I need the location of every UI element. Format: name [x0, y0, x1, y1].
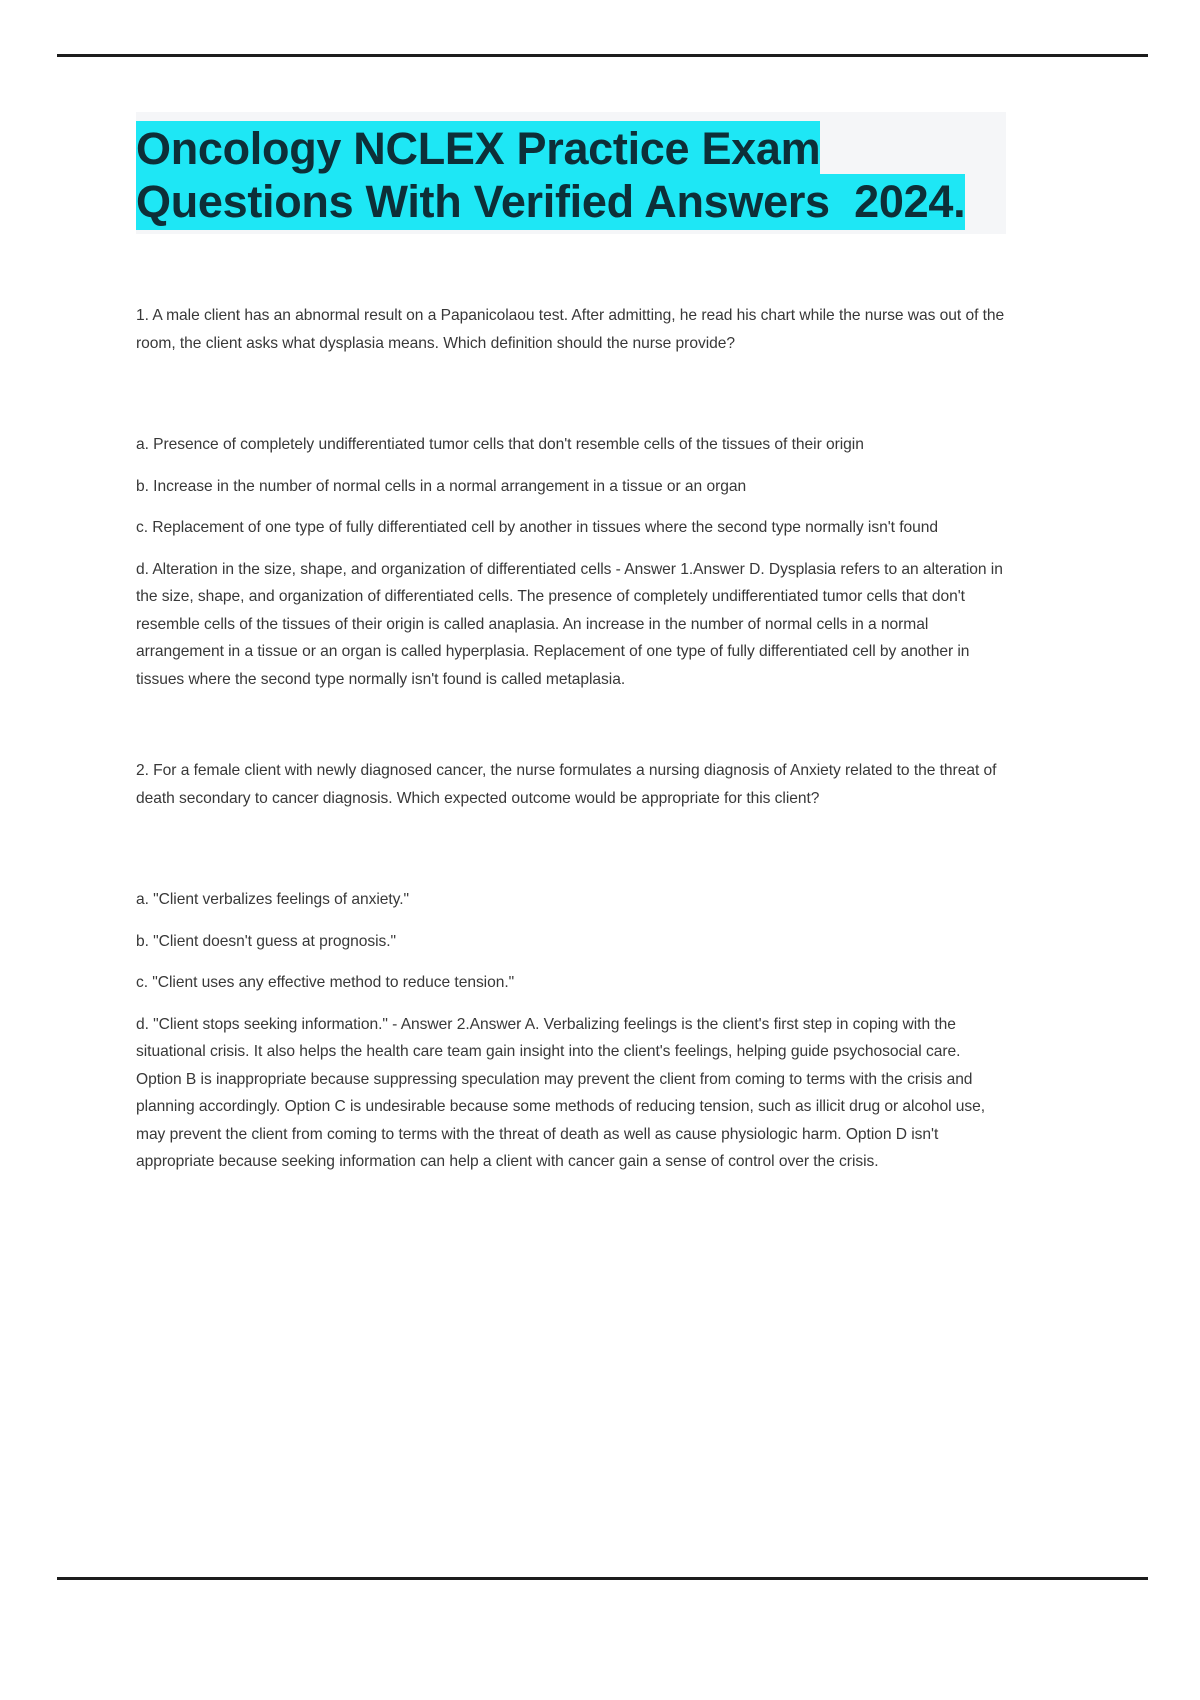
header-rule	[57, 54, 1148, 57]
title-line-1	[136, 122, 1006, 175]
title-line-2-text: Questions With Verified Answers 2024.	[136, 174, 965, 230]
footer-rule	[57, 1577, 1148, 1580]
title-line-1-text: Oncology NCLEX Practice Exam	[136, 121, 820, 177]
questions-body	[136, 302, 1006, 1176]
question-1-option-c: c. Replacement of one type of fully differentiated cell by another in tissues where the second type normally isn't found	[136, 519, 938, 536]
document-content	[136, 112, 1006, 1176]
question-2-option-d-answer: d. "Client stops seeking information." - Answer 2.Answer A. Verbalizing feelings is the client's first step in coping with the situational crisis. It also helps the health care team gain insight into the client's feelings, helping guide psychosocial care. Option B is inappropriate because suppressing speculation may prevent the client from coming to terms with the crisis and planning accordingly. Option C is undesirable because some methods of reducing tension, such as illicit drug or alcohol use, may prevent the client from coming to terms with the threat of death as well as cause physiologic harm. Option D isn't appropriate because seeking information can help a client with cancer gain a sense of control over the crisis.	[136, 1015, 986, 1170]
question-1-option-a: a. Presence of completely undifferentiated tumor cells that don't resemble cells of the tissues of their origin	[136, 436, 864, 453]
question-2-option-c: c. "Client uses any effective method to reduce tension."	[136, 974, 515, 991]
question-1-option-b: b. Increase in the number of normal cells in a normal arrangement in a tissue or an organ	[136, 477, 747, 495]
question-2-stem: 2. For a female client with newly diagnosed cancer, the nurse formulates a nursing diagnosis of Anxiety related to the threat of death secondary to cancer diagnosis. Which expected outcome would be appropriate for this client?	[136, 762, 997, 807]
question-1-option-d-answer: d. Alteration in the size, shape, and organization of differentiated cells - Answer 1.Answer D. Dysplasia refers to an alteration in the size, shape, and organization of differentiated cells. The presence of completely undifferentiated tumor cells that don't resemble cells of the tissues of their origin is called anaplasia. An increase in the number of normal cells in a normal arrangement in a tissue or an organ is called hyperplasia. Replacement of one type of fully differentiated cell by another in tissues where the second type normally isn't found is called metaplasia.	[136, 560, 1003, 688]
question-2-option-b: b. "Client doesn't guess at prognosis."	[136, 932, 397, 950]
question-2-option-a: a. "Client verbalizes feelings of anxiety."	[136, 891, 409, 908]
title-line-2	[136, 175, 1006, 228]
page-title	[136, 112, 1006, 234]
question-1-stem: 1. A male client has an abnormal result on a Papanicolaou test. After admitting, he read his chart while the nurse was out of the room, the client asks what dysplasia means. Which definition should the nurse provide?	[136, 307, 1005, 352]
